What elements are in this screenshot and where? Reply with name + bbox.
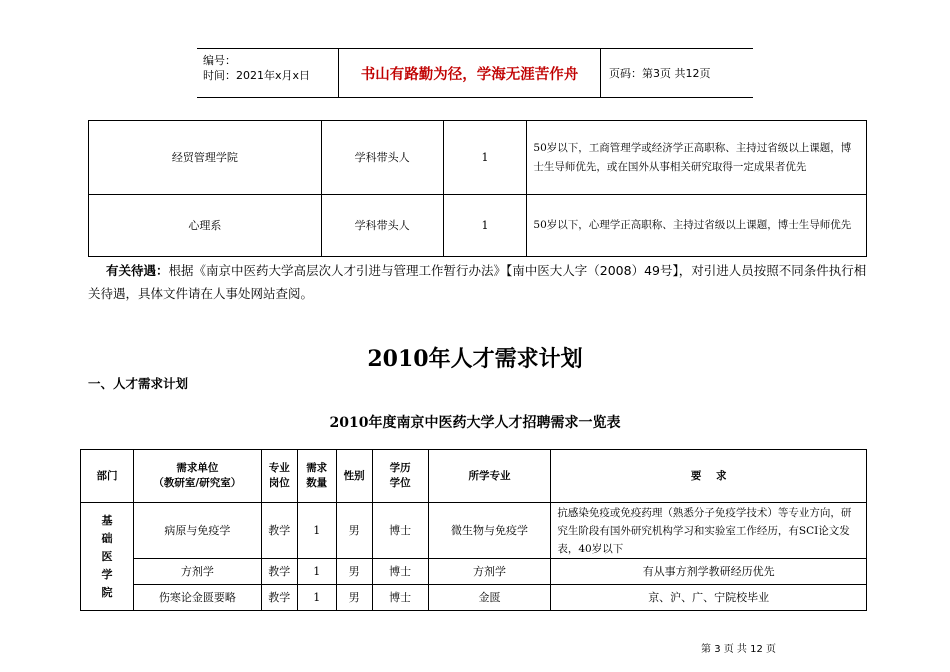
major-cell: 微生物与免疫学	[428, 503, 551, 559]
table-row	[81, 559, 867, 585]
dept-cell: 基 础 医 学 院	[81, 503, 134, 611]
major-cell: 方剂学	[428, 559, 551, 585]
unit-cell: 方剂学	[133, 559, 261, 585]
count-cell: 1	[443, 195, 527, 257]
header-post: 专业 岗位	[261, 450, 297, 503]
unit-cell: 伤寒论金匮要略	[133, 585, 261, 611]
page-title: 2010年人才需求计划	[367, 346, 583, 372]
header-gender: 性别	[336, 450, 372, 503]
table-title: 2010年度南京中医药大学人才招聘需求一览表	[329, 415, 621, 431]
treatment-text: 根据《南京中医药大学高层次人才引进与管理工作暂行办法》【南中医大人字（2008）49号】，对引进人员按照不同条件执行相关待遇，具体文件请在人事处网站查阅。	[88, 263, 867, 301]
top-requirements-table	[88, 120, 867, 257]
number-label: 编号：	[203, 54, 236, 67]
table-row	[89, 195, 867, 257]
header-motto: 书山有路勤为径，学海无涯苦作舟	[339, 49, 601, 97]
gender-cell: 男	[336, 559, 372, 585]
requirements-cell: 有从事方剂学教研经历优先	[551, 559, 867, 585]
count-cell: 1	[297, 585, 336, 611]
section-heading: 一、人才需求计划	[88, 376, 189, 391]
header-requirements: 要 求	[551, 450, 867, 503]
count-cell: 1	[297, 559, 336, 585]
degree-cell: 博士	[372, 503, 428, 559]
unit-cell: 心理系	[89, 195, 322, 257]
post-cell: 教学	[261, 585, 297, 611]
major-cell: 金匮	[428, 585, 551, 611]
treatment-label: 有关待遇：	[106, 263, 169, 278]
degree-cell: 博士	[372, 559, 428, 585]
count-cell: 1	[443, 121, 527, 195]
recruitment-table	[80, 449, 867, 611]
requirements-cell: 50岁以下，心理学正高职称、主持过省级以上课题，博士生导师优先	[527, 195, 867, 257]
header-meta	[197, 49, 339, 97]
count-cell: 1	[297, 503, 336, 559]
requirements-cell: 50岁以下，工商管理学或经济学正高职称、主持过省级以上课题，博士生导师优先，或在国外从事相关研究取得一定成果者优先	[527, 121, 867, 195]
requirements-cell: 京、沪、广、宁院校毕业	[551, 585, 867, 611]
table-row	[81, 585, 867, 611]
page-footer: 第 3 页 共 12 页	[701, 644, 776, 655]
position-cell: 学科带头人	[321, 195, 443, 257]
table-row	[89, 121, 867, 195]
table-header-row	[81, 450, 867, 503]
header-dept: 部门	[81, 450, 134, 503]
position-cell: 学科带头人	[321, 121, 443, 195]
gender-cell: 男	[336, 585, 372, 611]
table-row	[81, 503, 867, 559]
header-major: 所学专业	[428, 450, 551, 503]
requirements-cell: 抗感染免疫或免疫药理（熟悉分子免疫学技术）等专业方向，研究生阶段有国外研究机构学习和实验室工作经历，有SCI论文发表，40岁以下	[551, 503, 867, 559]
time-label: 时间：2021年x月x日	[203, 69, 311, 82]
treatment-paragraph	[88, 259, 868, 305]
page-header	[197, 48, 753, 98]
gender-cell: 男	[336, 503, 372, 559]
unit-cell: 病原与免疫学	[133, 503, 261, 559]
post-cell: 教学	[261, 503, 297, 559]
header-unit: 需求单位 （教研室/研究室）	[133, 450, 261, 503]
post-cell: 教学	[261, 559, 297, 585]
degree-cell: 博士	[372, 585, 428, 611]
header-degree: 学历 学位	[372, 450, 428, 503]
header-count: 需求 数量	[297, 450, 336, 503]
unit-cell: 经贸管理学院	[89, 121, 322, 195]
header-page-label: 页码：第3页 共12页	[609, 67, 711, 80]
